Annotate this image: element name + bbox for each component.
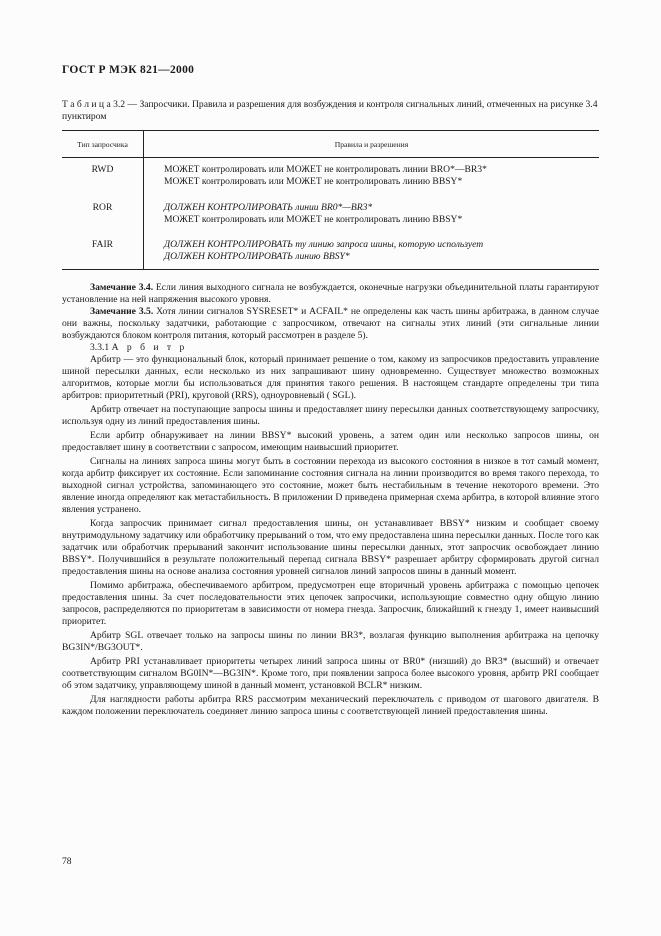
- paragraph: Когда запросчик принимает сигнал предоставления шины, он устанавливает BBSY* низким и сообщает своему внутримодульному задатчику или обработчику прерываний о том, что ему предоставлена шина пересылки данных. После того как задатчик или обработчик прерываний закончит использование шины пересылки данных, этот запросчик освобождает линию BBSY*. Получившийся в результате положительный перепад сигнала BBSY* разрешает арбитру сформировать другой сигнал предоставления шины на основе анализа состояния уровней сигналов линий запросов шины в данный момент.: [62, 518, 599, 577]
- section-title: А р б и т р: [111, 342, 188, 353]
- rules-cell: [144, 158, 600, 203]
- note-3-5: [62, 306, 599, 342]
- section-number: 3.3.1: [90, 342, 110, 353]
- column-header-rules: Правила и разрешения: [144, 131, 600, 158]
- paragraph: Помимо арбитража, обеспечиваемого арбитром, предусмотрен еще вторичный уровень арбитража с помощью цепочек предоставления шины. За счет последовательности этих цепочек запросчики, использующие совместно одну общую линию запросов, распределяются по приоритетам в зависимости от номера гнезда. Запросчик, ближайший к гнезду 1, имеет наивысший приоритет.: [62, 580, 599, 627]
- rule-line: ДОЛЖЕН КОНТРОЛИРОВАТЬ линии BR0*—BR3*: [164, 202, 373, 213]
- paragraph: Арбитр — это функциональный блок, который принимает решение о том, какому из запросчиков предоставить управление шиной пересылки данных, если несколько из них запрашивают шину одновременно. Существует множество возможных алгоритмов, которые могли бы использоваться для принятия такого решения. В настоящем стандарте определены три типа арбитров: приоритетный (PRI), круговой (RRS), одноуровневый ( SGL).: [62, 354, 599, 401]
- section-heading: [62, 342, 599, 354]
- page-number: 78: [62, 856, 72, 867]
- table-row: [62, 158, 599, 203]
- rules-cell: [144, 239, 600, 270]
- table-row: [62, 202, 599, 239]
- note-label: Замечание 3.5.: [90, 306, 154, 317]
- standard-header: ГОСТ Р МЭК 821—2000: [62, 64, 195, 76]
- requester-type: ROR: [62, 202, 144, 239]
- rule-line: МОЖЕТ контролировать или МОЖЕТ не контролировать линию BBSY*: [164, 176, 463, 187]
- note-text: Хотя линии сигналов SYSRESET* и ACFAIL* не определены как часть шины арбитража, в данном случае они важны, поскольку задатчики, работающие с запросчиком, отвечают на сигналы этих линий (эти сигнальные линии возбуждаются блоком контроля питания, который рассмотрен в разделе 5).: [62, 306, 599, 341]
- table-row: [62, 239, 599, 270]
- rule-line: МОЖЕТ контролировать или МОЖЕТ не контролировать линию BBSY*: [164, 214, 463, 225]
- note-3-4: [62, 282, 599, 306]
- requesters-table: [62, 130, 599, 270]
- note-text: Если линия выходного сигнала не возбуждается, оконечные нагрузки объединительной платы гарантируют установление на ней напряжения высокого уровня.: [62, 282, 599, 305]
- rules-cell: [144, 202, 600, 239]
- paragraph: Для наглядности работы арбитра RRS рассмотрим механический переключатель с приводом от шагового двигателя. В каждом положении переключатель соединяет линию запроса шины с соответствующей линией предоставления шины.: [62, 694, 599, 717]
- paragraph: Арбитр отвечает на поступающие запросы шины и предоставляет шину пересылки данных соответствующему запросчику, используя одну из линий предоставления шины.: [62, 404, 599, 427]
- requester-type: RWD: [62, 158, 144, 203]
- rule-line: МОЖЕТ контролировать или МОЖЕТ не контролировать линии BRO*—BR3*: [164, 164, 487, 175]
- rule-line: ДОЛЖЕН КОНТРОЛИРОВАТЬ ту линию запроса шины, которую использует: [164, 239, 484, 250]
- table-caption: Т а б л и ц а 3.2 — Запросчики. Правила и разрешения для возбуждения и контроля сигнальных линий, отмеченных на рисунке 3.4 пунктиром: [62, 99, 598, 122]
- paragraph: Арбитр SGL отвечает только на запросы шины по линии BR3*, возлагая функцию выполнения арбитража на цепочку BG3IN*/BG3OUT*.: [62, 630, 599, 653]
- paragraph: Арбитр PRI устанавливает приоритеты четырех линий запроса шины от BR0* (низший) до BR3* (высший) и отвечает соответствующим сигналом BG0IN*—BG3IN*. Кроме того, при появлении запроса более высокого уровня, арбитр PRI сообщает об этом задатчику, управляющему шиной в данный момент, установкой BCLR* низким.: [62, 656, 599, 691]
- note-label: Замечание 3.4.: [90, 282, 154, 293]
- column-header-type: Тип запросчика: [62, 131, 144, 158]
- paragraph: Сигналы на линиях запроса шины могут быть в состоянии перехода из высокого состояния в низкое в тот самый момент, когда арбитр фиксирует их состояние. Если запоминание состояния сигнала на линии производится во время такого перехода, то выходной сигнал устройства, запоминающего это состояние, может быть нестабильным в течение некоторого времени. Это явление иногда определяют как метастабильность. В приложении D приведена примерная схема арбитра, в которой влияние этого явления устранено.: [62, 456, 599, 515]
- requester-type: FAIR: [62, 239, 144, 270]
- body-text: [62, 282, 599, 718]
- paragraph: Если арбитр обнаруживает на линии BBSY* высокий уровень, а затем один или несколько запросов шины, он предоставляет шину в соответствии с запросом, имеющим наивысший приоритет.: [62, 430, 599, 453]
- rule-line: ДОЛЖЕН КОНТРОЛИРОВАТЬ линию BBSY*: [164, 251, 350, 262]
